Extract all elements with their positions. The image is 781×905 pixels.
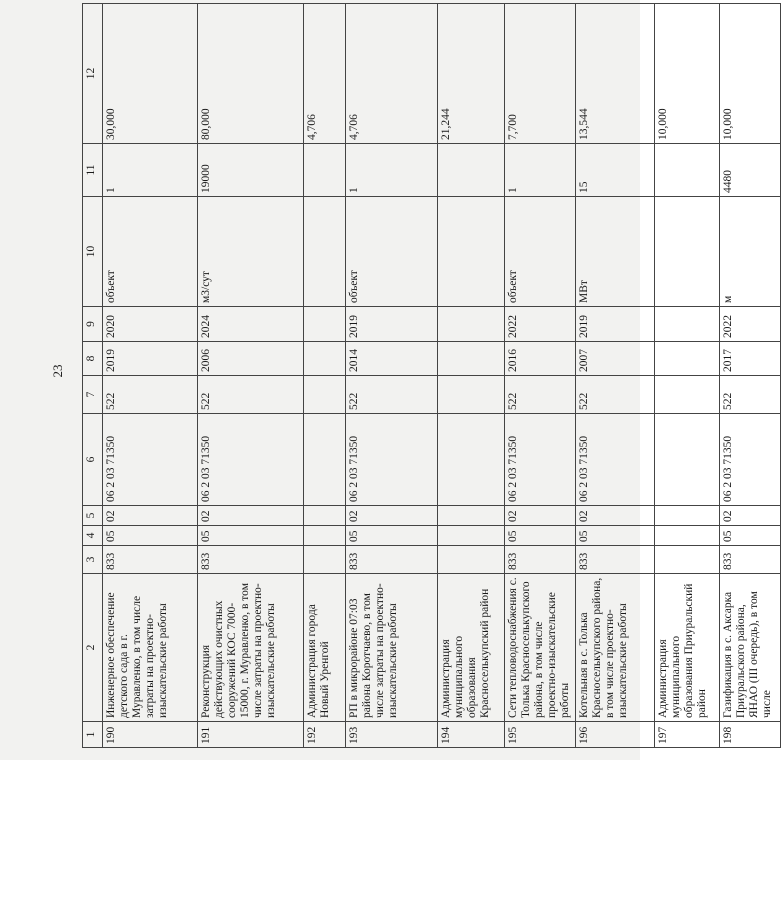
amount: 4,706 [304, 4, 346, 144]
start-year: 2016 [505, 342, 576, 376]
unit: м [720, 197, 781, 307]
table-row [576, 4, 655, 748]
amount: 21,244 [438, 4, 505, 144]
column-header: 1 [83, 722, 103, 748]
column-header: 3 [83, 546, 103, 574]
target-article: 06 2 03 71350 [346, 414, 438, 506]
table-row [304, 4, 346, 748]
section-code: 05 [198, 526, 304, 546]
target-article: 06 2 03 71350 [720, 414, 781, 506]
ministry-code: 833 [505, 546, 576, 574]
subsection-code: 02 [505, 506, 576, 526]
capacity: 1 [103, 144, 198, 197]
ministry-code [655, 546, 720, 574]
start-year: 2017 [720, 342, 781, 376]
end-year: 2022 [720, 307, 781, 342]
row-number: 191 [198, 722, 304, 748]
unit [304, 197, 346, 307]
ministry-code [438, 546, 505, 574]
subsection-code: 02 [346, 506, 438, 526]
amount: 10,000 [655, 4, 720, 144]
end-year: 2022 [505, 307, 576, 342]
unit [655, 197, 720, 307]
section-code: 05 [576, 526, 655, 546]
end-year: 2019 [346, 307, 438, 342]
column-header: 11 [83, 144, 103, 197]
table-row [655, 4, 720, 748]
object-name: Администрация муниципального образования Приуральский район [655, 574, 720, 722]
section-code: 05 [505, 526, 576, 546]
subsection-code: 02 [103, 506, 198, 526]
capacity: 19000 [198, 144, 304, 197]
target-article: 06 2 03 71350 [198, 414, 304, 506]
unit: МВт [576, 197, 655, 307]
subsection-code: 02 [198, 506, 304, 526]
object-name: Администрация муниципального образования Красноселькупский район [438, 574, 505, 722]
expense-type: 522 [198, 376, 304, 414]
table-row [346, 4, 438, 748]
ministry-code: 833 [346, 546, 438, 574]
unit: объект [103, 197, 198, 307]
column-header: 5 [83, 506, 103, 526]
column-header: 12 [83, 4, 103, 144]
expense-type: 522 [505, 376, 576, 414]
section-code [438, 526, 505, 546]
amount: 7,700 [505, 4, 576, 144]
capacity: 1 [346, 144, 438, 197]
subsection-code: 02 [576, 506, 655, 526]
start-year: 2014 [346, 342, 438, 376]
capacity: 4480 [720, 144, 781, 197]
object-name: РП в микрорайоне 07:03 района Коротчаево, в том числе затраты на проектно-изыскательские работы [346, 574, 438, 722]
section-code: 05 [103, 526, 198, 546]
end-year [655, 307, 720, 342]
budget-table [82, 3, 781, 748]
capacity [655, 144, 720, 197]
section-code [655, 526, 720, 546]
target-article: 06 2 03 71350 [103, 414, 198, 506]
capacity: 1 [505, 144, 576, 197]
target-article [304, 414, 346, 506]
row-number: 193 [346, 722, 438, 748]
start-year: 2007 [576, 342, 655, 376]
unit: объект [505, 197, 576, 307]
start-year [438, 342, 505, 376]
end-year: 2020 [103, 307, 198, 342]
section-code: 05 [346, 526, 438, 546]
start-year [655, 342, 720, 376]
amount: 10,000 [720, 4, 781, 144]
object-name: Инженерное обеспечение детского сада в г. Муравленко, в том числе затраты на проектно-изыскательские работы [103, 574, 198, 722]
amount: 80,000 [198, 4, 304, 144]
page-number: 23 [50, 364, 65, 378]
row-number: 194 [438, 722, 505, 748]
amount: 30,000 [103, 4, 198, 144]
object-name: Сети тепловодоснабжения с. Толька Красноселькупского района, в том числе проектно-изыскательские работы [505, 574, 576, 722]
amount: 13,544 [576, 4, 655, 144]
row-number: 198 [720, 722, 781, 748]
object-name: Котельная в с. Толька Красноселькупского района, в том числе проектно-изыскательские работы [576, 574, 655, 722]
end-year [438, 307, 505, 342]
column-header: 2 [83, 574, 103, 722]
target-article [438, 414, 505, 506]
expense-type: 522 [103, 376, 198, 414]
section-code [304, 526, 346, 546]
column-header: 7 [83, 376, 103, 414]
ministry-code: 833 [198, 546, 304, 574]
column-header: 8 [83, 342, 103, 376]
unit [438, 197, 505, 307]
start-year: 2006 [198, 342, 304, 376]
ministry-code: 833 [576, 546, 655, 574]
subsection-code: 02 [720, 506, 781, 526]
section-code: 05 [720, 526, 781, 546]
target-article: 06 2 03 71350 [576, 414, 655, 506]
expense-type: 522 [720, 376, 781, 414]
column-number-row [83, 4, 103, 748]
expense-type [438, 376, 505, 414]
ministry-code [304, 546, 346, 574]
column-header: 6 [83, 414, 103, 506]
row-number: 195 [505, 722, 576, 748]
expense-type [304, 376, 346, 414]
object-name: Администрация города Новый Уренгой [304, 574, 346, 722]
table-row [720, 4, 781, 748]
start-year: 2019 [103, 342, 198, 376]
end-year: 2019 [576, 307, 655, 342]
expense-type [655, 376, 720, 414]
target-article [655, 414, 720, 506]
amount: 4,706 [346, 4, 438, 144]
end-year: 2024 [198, 307, 304, 342]
capacity: 15 [576, 144, 655, 197]
row-number: 190 [103, 722, 198, 748]
subsection-code [438, 506, 505, 526]
unit: м3/сут [198, 197, 304, 307]
object-name: Реконструкция действующих очистных сооружений КОС 7000-15000, г. Муравленко, в том числе затраты на проектно-изыскательские работы [198, 574, 304, 722]
column-header: 10 [83, 197, 103, 307]
start-year [304, 342, 346, 376]
row-number: 196 [576, 722, 655, 748]
row-number: 192 [304, 722, 346, 748]
table-row [198, 4, 304, 748]
column-header: 4 [83, 526, 103, 546]
subsection-code [655, 506, 720, 526]
capacity [304, 144, 346, 197]
target-article: 06 2 03 71350 [505, 414, 576, 506]
table-row [505, 4, 576, 748]
ministry-code: 833 [720, 546, 781, 574]
object-name: Газификация в с. Аксарка Приуральского района, ЯНАО (III очередь), в том числе [720, 574, 781, 722]
expense-type: 522 [576, 376, 655, 414]
end-year [304, 307, 346, 342]
ministry-code: 833 [103, 546, 198, 574]
column-header: 9 [83, 307, 103, 342]
subsection-code [304, 506, 346, 526]
table-row [103, 4, 198, 748]
table-row [438, 4, 505, 748]
expense-type: 522 [346, 376, 438, 414]
unit: объект [346, 197, 438, 307]
capacity [438, 144, 505, 197]
row-number: 197 [655, 722, 720, 748]
